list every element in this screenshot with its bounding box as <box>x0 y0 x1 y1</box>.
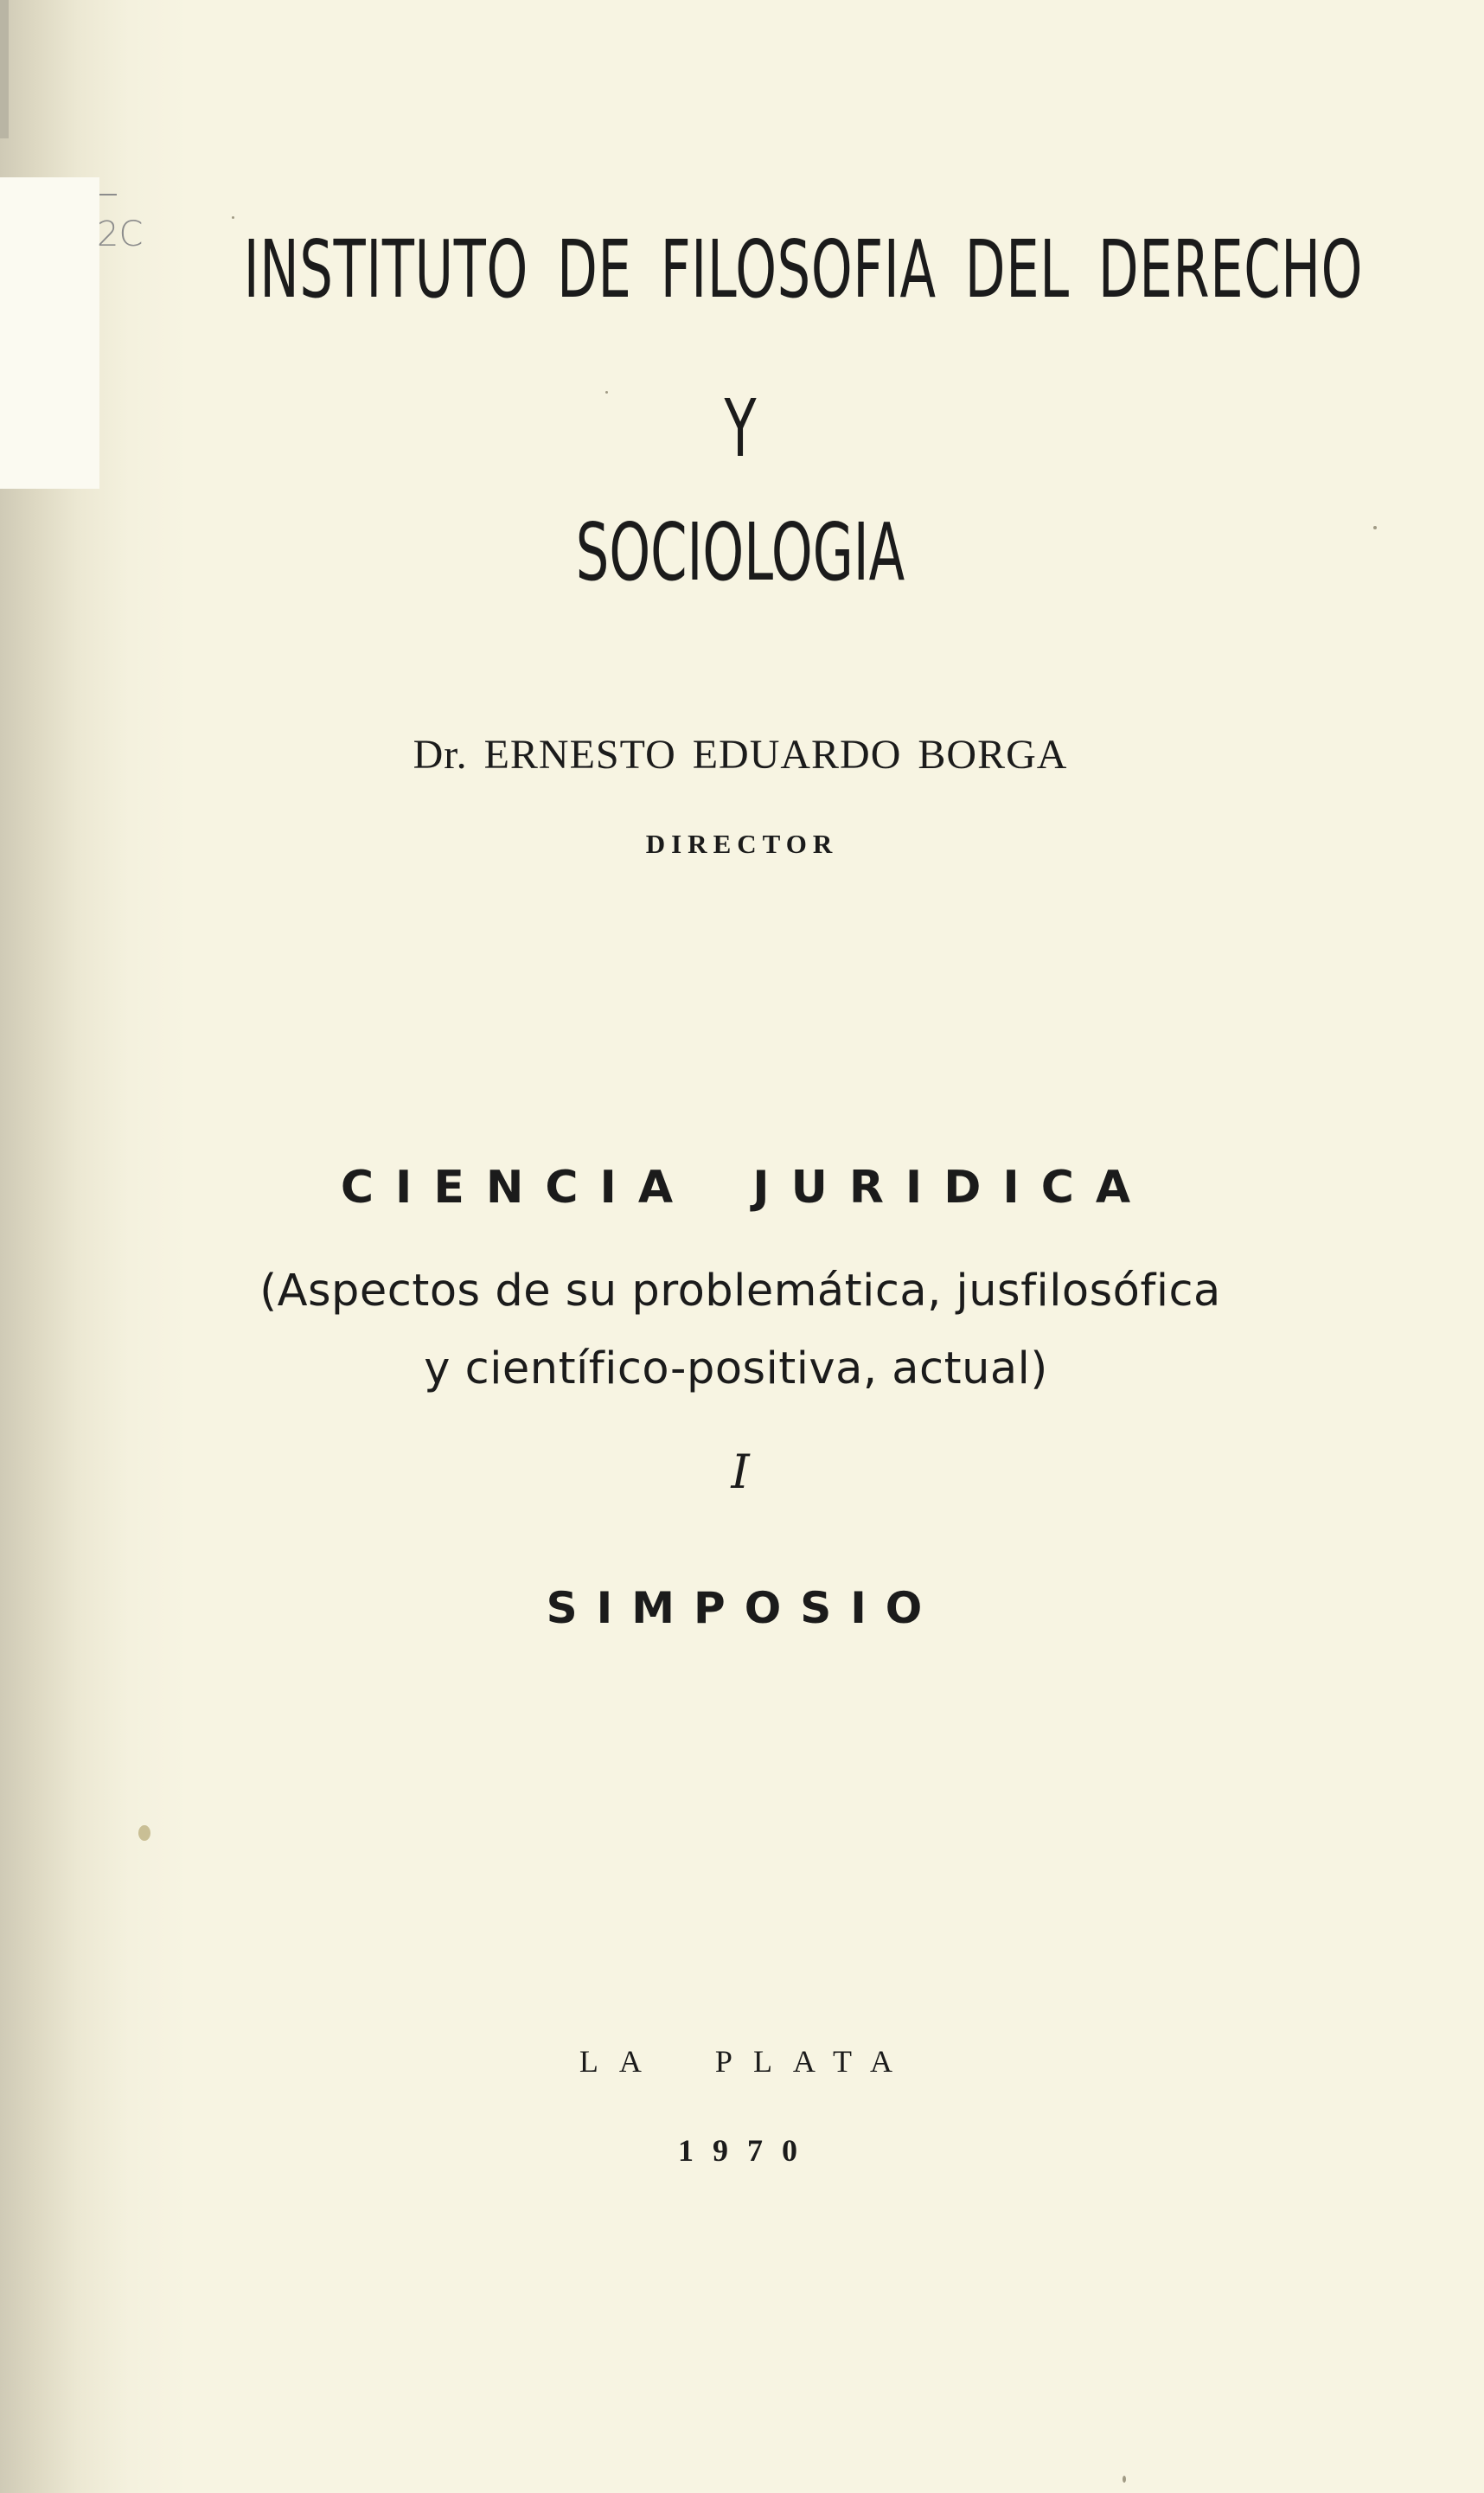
book-subtitle-line2: y científico-positiva, actual) <box>424 1343 1048 1394</box>
imprint-place: LA PLATA <box>579 2044 914 2079</box>
paper-speck <box>1373 526 1377 529</box>
book-subtitle-line1: (Aspectos de su problemática, jusfilosófica <box>259 1266 1221 1317</box>
paper-speck <box>138 1825 150 1841</box>
library-label-sticker <box>0 177 99 489</box>
director-role: DIRECTOR <box>645 829 839 859</box>
paper-speck <box>232 216 234 219</box>
page-edge-strip <box>0 0 9 138</box>
institute-name-line2: Y <box>724 382 757 475</box>
director-name: Dr. ERNESTO EDUARDO BORGA <box>413 732 1068 778</box>
paper-speck <box>1123 2476 1126 2483</box>
book-title: CIENCIA JURIDICA <box>340 1162 1153 1214</box>
paper-speck <box>605 391 608 394</box>
imprint-year: 1970 <box>678 2133 816 2168</box>
institute-name-line1: INSTITUTO DE FILOSOFIA DEL DERECHO <box>243 223 1364 316</box>
pencil-dash-mark <box>99 194 117 195</box>
pencil-annotation: 2C <box>97 215 144 254</box>
volume-number: I <box>731 1445 750 1499</box>
series-name: SIMPOSIO <box>546 1583 942 1633</box>
institute-name-line3: SOCIOLOGIA <box>575 506 905 599</box>
